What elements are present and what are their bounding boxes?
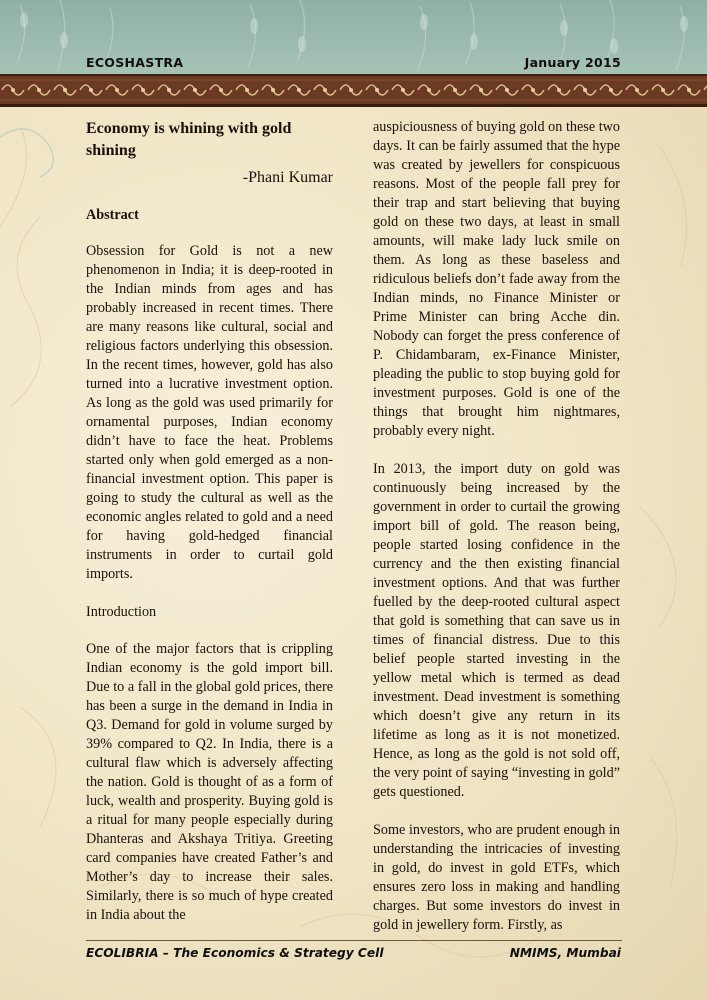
footer-cell-name: ECOLIBRIA – The Economics & Strategy Cell <box>86 946 384 960</box>
left-column <box>86 118 333 944</box>
ornament-band <box>0 76 707 104</box>
body-paragraph-3: Some investors, who are prudent enough in understanding the intricacies of investing in gold, do invest in gold ETFs, which ensures zero loss in making and handling charges. But some investors do invest in gold in jewellery form. Firstly, as <box>373 822 620 933</box>
article-title: Economy is whining with gold shining <box>86 120 292 159</box>
introduction-heading: Introduction <box>86 604 157 620</box>
footer-institution: NMIMS, Mumbai <box>509 946 621 960</box>
body-paragraph-2: In 2013, the import duty on gold was continuously being increased by the government in order to curtail the growing import bill of gold. The reason being, people started losing confidence in the currency and the then existing financial investment options. And that was further fuelled by the deep-rooted cultural aspect that gold is something that can save us in times of financial distress. Due to this belief people started investing in the yellow metal which is termed as dead investment. Dead investment is something which doesn’t give any return in its lifetime as long as it is not monetized. Hence, as long as the gold is not sold off, the very point of saying “investing in gold” gets questioned. <box>373 461 620 800</box>
header-date: January 2015 <box>524 55 621 70</box>
body-paragraph-1: auspiciousness of buying gold on these two days. It can be fairly assumed that the hype was created by jewellers for conspicuous reasons. Most of the people fall prey for their trap and start believing that buying gold on these two days, at least in small amounts, will make lady luck smile on them. As long as these baseless and ridiculous beliefs don’t fade away from the Indian minds, no Finance Minister or Prime Minister can bring Acche din. Nobody can forget the press conference of P. Chidambaram, ex-Finance Minister, pleading the public to stop buying gold for investment purposes. Gold is one of the things that brought him nightmares, probably every night. <box>373 119 620 439</box>
article-author: -Phani Kumar <box>242 169 333 186</box>
introduction-paragraph: One of the major factors that is crippling Indian economy is the gold import bill. Due to a fall in the global gold prices, there has been a surge in the demand in India in Q3. Demand for gold in volume surged by 39% compared to Q2. In India, there is a cultural flaw which is adversely affecting the nation. Gold is thought of as a form of luck, wealth and prosperity. Buying gold is a ritual for many people especially during Dhanteras and Akshaya Tritiya. Greeting card companies have created Father’s and Mother’s day to increase their sales. Similarly, there is so much of hype created in India about the <box>86 641 333 923</box>
header-journal-name: ECOSHASTRA <box>86 55 184 70</box>
abstract-paragraph: Obsession for Gold is not a new phenomenon in India; it is deep-rooted in the Indian minds from ages and has probably increased in recent times. There are many reasons like cultural, social and religious factors underlying this obsession. In the recent times, however, gold has also turned into a lucrative investment option. As long as the gold was used primarily for ornamental purposes, Indian economy didn’t have to face the heat. Problems started only when gold emerged as a non-financial investment option. This paper is going to study the cultural as well as the economic angles related to gold and a need for having gold-hedged financial instruments in order to curtail gold imports. <box>86 243 333 582</box>
right-column <box>373 118 620 954</box>
footer-rule <box>86 940 622 941</box>
abstract-heading: Abstract <box>86 207 139 223</box>
ornament-pattern <box>0 76 707 104</box>
